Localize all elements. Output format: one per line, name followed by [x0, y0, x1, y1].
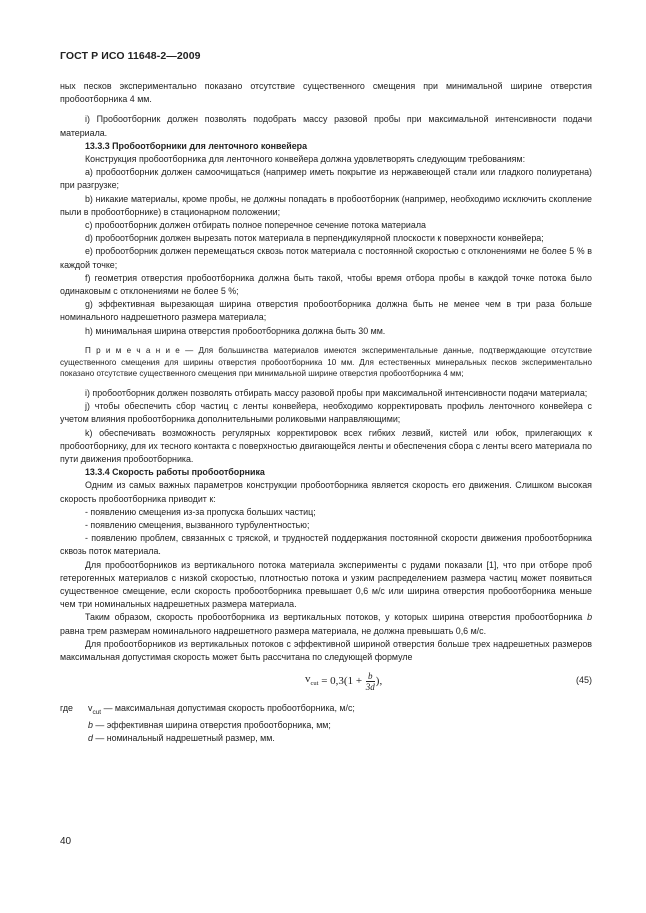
- formula-row: [60, 668, 592, 698]
- list-item: f) геометрия отверстия пробоотборника должна быть такой, чтобы время отбора пробы в каждой точке потока было одинаковым с отклонениями не более 5 %;: [60, 272, 592, 297]
- paragraph: Конструкция пробоотборника для ленточного конвейера должна удовлетворять следующим требованиям:: [85, 154, 526, 165]
- list-item: i) пробоотборник должен позволять отбирать массу разовой пробы при максимальной интенсивности подачи материала;: [85, 387, 588, 398]
- formula: $v_{cut}$ = 0,3 (1 + $\frac{b}{3d}$ ),: [305, 671, 383, 693]
- list-item: b) никакие материалы, кроме пробы, не должны попадать в пробоотборник (например, необходимо исключить скопление пыли в пробоотборнике) в стационарном положении;: [60, 193, 592, 217]
- where-item: b — эффективная ширина отверстия пробоотборника, мм;: [88, 720, 331, 731]
- list-item: а) пробоотборник должен самоочищаться (например иметь покрытие из нержавеющей стали или гладкого полиуретана) при разгрузке;: [60, 167, 592, 191]
- paragraph: ных песков экспериментально показано отсутствие существенного смещения при минимальной ширине отверстия пробоотборника 4 мм.: [60, 81, 592, 105]
- note-text: — Для большинства материалов имеются экспериментальные данные, подтверждающие отсутствие существенного смещения для ширины отверстия пробоотборника 10 мм. Для естественных минеральных песков экспериментально показано отсутствие существенного смещения при минимальной ширине отверстия пробоотборника 4 мм;: [60, 345, 592, 379]
- list-item: е) пробоотборник должен перемещаться сквозь поток материала с постоянной скоростью с отклонениями не более 5 % в каждой точке;: [60, 246, 592, 270]
- section-heading: 13.3.3 Пробоотборники для ленточного конвейера: [85, 140, 308, 151]
- list-item: - появлению смещения из-за пропуска больших частиц;: [85, 506, 316, 517]
- list-item: g) эффективная вырезающая ширина отверстия пробоотборника должна быть не менее чем в три раза больше номинального надрешетного размера материала;: [60, 299, 592, 323]
- paragraph: Для пробоотборников из вертикального потока материала эксперименты с рудами показали [1], что при отборе проб гетерогенных материалов с низкой скоростью, плотностью потока и узким распределением размера частиц может появиться существенное смещение, если скорость пробоотборника превышает 0,6 м/с или ширина отверстия пробоотборника меньше чем три номинальных надрешетных размера материала.: [60, 559, 592, 610]
- where-block: где $v_{cut}$ — максимальная допустимая скорость пробоотборника, м/с;: [60, 703, 355, 717]
- paragraph: Таким образом, скорость пробоотборника из вертикальных потоков, у которых ширина отверстия пробоотборника b равна трем размерам номинального надрешетного размера материала, не должна превышать 0,6 м/с.: [60, 612, 592, 636]
- note: [60, 345, 592, 380]
- paragraph: Для пробоотборников из вертикальных потоков с эффективной шириной отверстия больше трех надрешетных размеров максимальная допустимая скорость может быть рассчитана по следующей формуле: [60, 638, 592, 663]
- where-item: d — номинальный надрешетный размер, мм.: [88, 733, 275, 744]
- paragraph: i) Пробоотборник должен позволять подобрать массу разовой пробы при максимальной интенсивности подачи материала.: [60, 114, 592, 138]
- list-item: k) обеспечивать возможность регулярных корректировок всех гибких лезвий, кистей или юбок, прилегающих к пробоотборнику, для их тесного контакта с поверхностью двигающейся ленты и обеспечения сбора с ленты всего материала по пути движения пробоотборника.: [60, 427, 592, 464]
- list-item: h) минимальная ширина отверстия пробоотборника должна быть 30 мм.: [85, 325, 386, 336]
- page-number: 40: [60, 836, 72, 847]
- page-header: ГОСТ Р ИСО 11648-2—2009: [60, 50, 201, 62]
- section-heading: 13.3.4 Скорость работы пробоотборника: [85, 467, 265, 478]
- paragraph: Одним из самых важных параметров конструкции пробоотборника является скорость его движения. Слишком высокая скорость пробоотборника приводит к:: [60, 480, 592, 504]
- list-item: - появлению смещения, вызванного турбулентностью;: [85, 520, 310, 530]
- list-item: - появлению проблем, связанных с тряской, и трудностей поддержания постоянной скорости движения пробоотборника сквозь поток материала.: [60, 533, 592, 557]
- list-item: j) чтобы обеспечить сбор частиц с ленты конвейера, необходимо корректировать профиль ленточного конвейера с учетом влияния пробоотборника дополнительными роликовыми направляющими;: [60, 401, 592, 425]
- note-label: П р и м е ч а н и е: [85, 345, 180, 355]
- fraction: $\frac{b}{3d}$: [365, 671, 375, 693]
- list-item: с) пробоотборник должен отбирать полное поперечное сечение потока материала: [85, 220, 426, 231]
- equation-number: (45): [575, 675, 592, 686]
- list-item: d) пробоотборник должен вырезать поток материала в перпендикулярной плоскости к поверхности конвейера;: [85, 233, 544, 244]
- page-content: [60, 80, 592, 746]
